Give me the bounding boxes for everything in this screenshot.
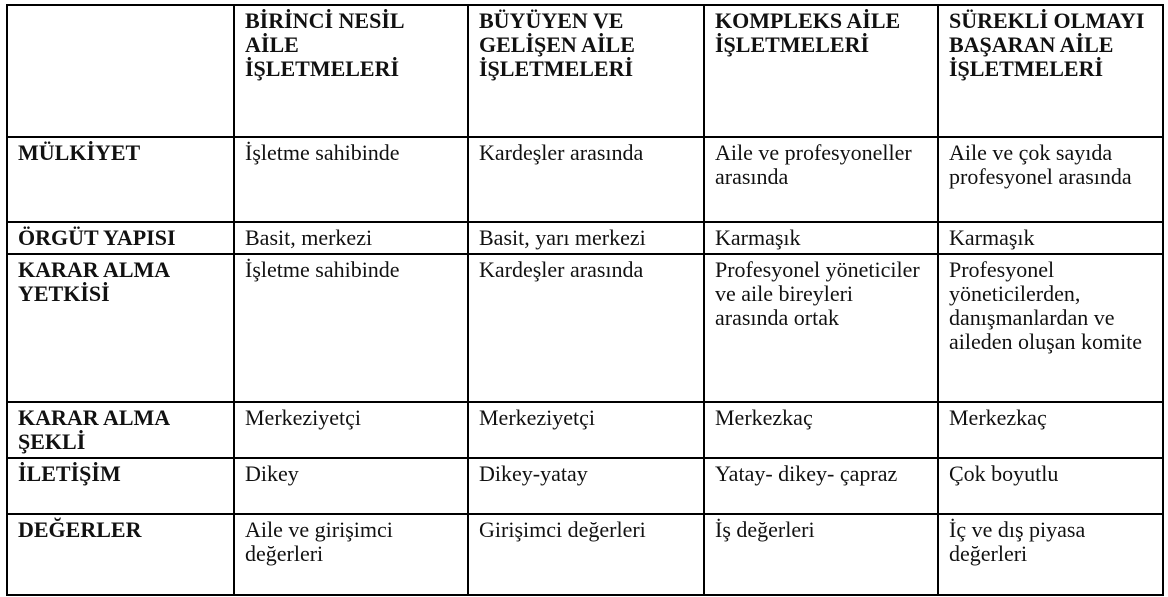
table-cell: Merkeziyetçi: [234, 402, 468, 458]
row-header-decision-style: KARAR ALMA ŞEKLİ: [7, 402, 234, 458]
column-header-growing-developing: BÜYÜYEN VE GELİŞEN AİLE İŞLETMELERİ: [468, 5, 704, 137]
row-header-ownership: MÜLKİYET: [7, 137, 234, 222]
table-row-decision-style: [7, 402, 1163, 458]
row-header-communication: İLETİŞİM: [7, 458, 234, 514]
row-header-organization-structure: ÖRGÜT YAPISI: [7, 222, 234, 254]
table-cell: Profesyonel yöneticiler ve aile bireyleri arasında ortak: [704, 254, 938, 402]
table-cell: Çok boyutlu: [938, 458, 1163, 514]
table-cell: Kardeşler arasında: [468, 254, 704, 402]
table-cell: İşletme sahibinde: [234, 254, 468, 402]
table-cell: Basit, merkezi: [234, 222, 468, 254]
comparison-table: [6, 4, 1164, 596]
table-cell: Girişimci değerleri: [468, 514, 704, 595]
table-cell: İç ve dış piyasa değerleri: [938, 514, 1163, 595]
table-cell: Profesyonel yöneticilerden, danışmanlardan ve aileden oluşan komite: [938, 254, 1163, 402]
header-corner-cell: [7, 5, 234, 137]
table-cell: Merkezkaç: [938, 402, 1163, 458]
table-row-decision-authority: [7, 254, 1163, 402]
row-header-decision-authority: KARAR ALMA YETKİSİ: [7, 254, 234, 402]
table-cell: Kardeşler arasında: [468, 137, 704, 222]
table-row-communication: [7, 458, 1163, 514]
table-cell: Karmaşık: [704, 222, 938, 254]
table-cell: Aile ve profesyoneller arasında: [704, 137, 938, 222]
table-cell: Dikey-yatay: [468, 458, 704, 514]
column-header-complex: KOMPLEKS AİLE İŞLETMELERİ: [704, 5, 938, 137]
table-cell: Merkeziyetçi: [468, 402, 704, 458]
table-row-values: [7, 514, 1163, 595]
table-row-organization-structure: [7, 222, 1163, 254]
table-row-ownership: [7, 137, 1163, 222]
table-cell: Yatay- dikey- çapraz: [704, 458, 938, 514]
header-row: [7, 5, 1163, 137]
table-cell: İşletme sahibinde: [234, 137, 468, 222]
table-cell: İş değerleri: [704, 514, 938, 595]
table-cell: Dikey: [234, 458, 468, 514]
column-header-sustained: SÜREKLİ OLMAYI BAŞARAN AİLE İŞLETMELERİ: [938, 5, 1163, 137]
table-cell: Karmaşık: [938, 222, 1163, 254]
row-header-values: DEĞERLER: [7, 514, 234, 595]
table-cell: Aile ve çok sayıda profesyonel arasında: [938, 137, 1163, 222]
table-cell: Merkezkaç: [704, 402, 938, 458]
table-cell: Aile ve girişimci değerleri: [234, 514, 468, 595]
column-header-first-generation: BİRİNCİ NESİL AİLE İŞLETMELERİ: [234, 5, 468, 137]
table-cell: Basit, yarı merkezi: [468, 222, 704, 254]
